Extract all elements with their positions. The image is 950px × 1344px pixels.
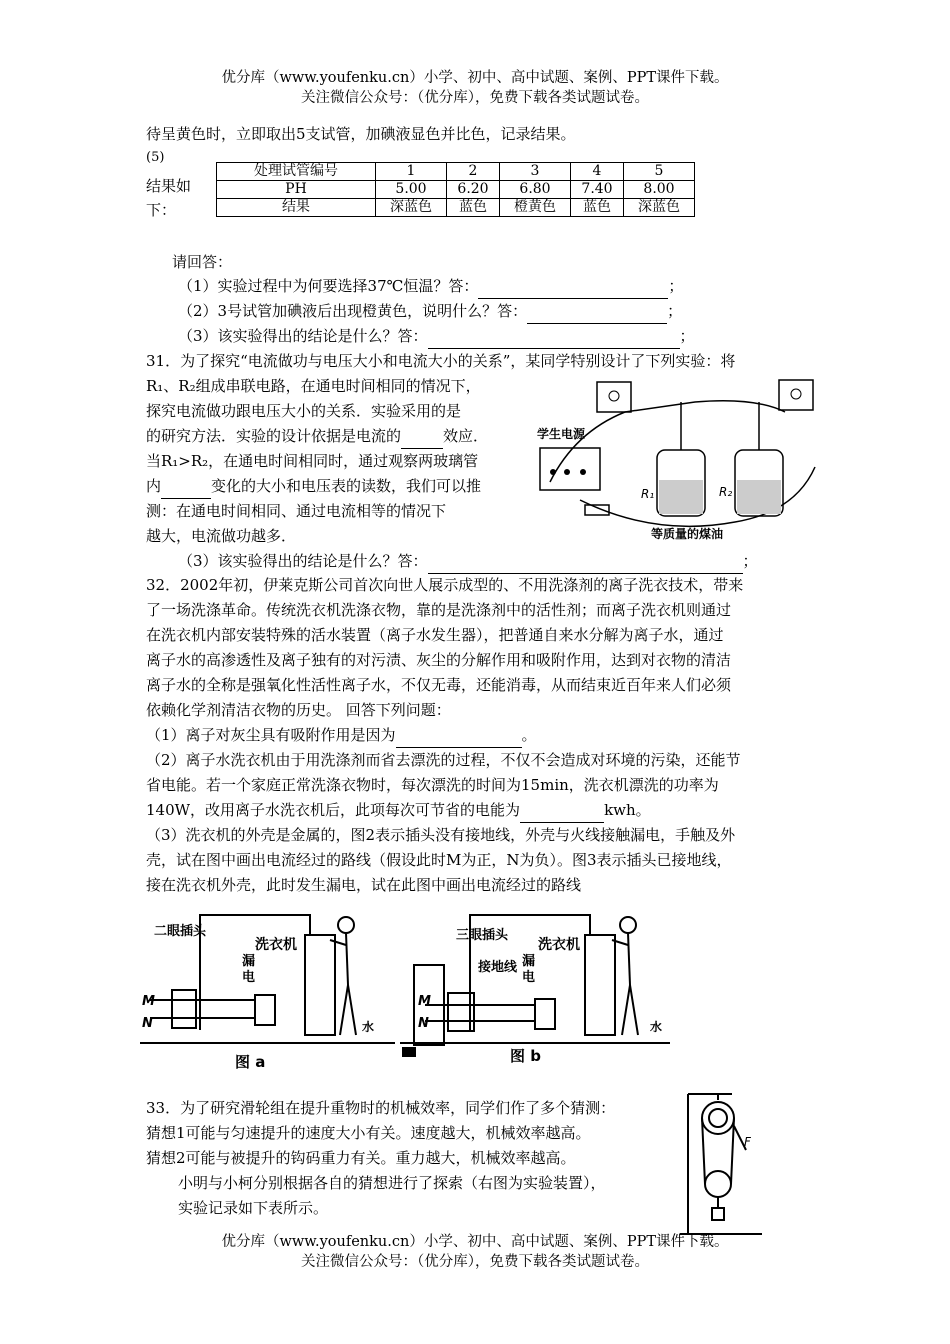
table-header-cell: 4 bbox=[571, 163, 624, 181]
table-header-cell: 处理试管编号 bbox=[217, 163, 376, 181]
table-cell: 结果 bbox=[217, 199, 376, 217]
label-water-b: 水 bbox=[650, 1020, 663, 1034]
table-header-cell: 1 bbox=[376, 163, 447, 181]
label-machine-a: 洗衣机 bbox=[255, 937, 297, 953]
table-cell: 6.20 bbox=[447, 181, 500, 199]
label-m-a: M bbox=[142, 994, 155, 1009]
figure-b bbox=[400, 905, 675, 1075]
q31-line-2: R₁、R₂组成串联电路，在通电时间相同的情况下， bbox=[146, 377, 481, 395]
answer-blank[interactable] bbox=[396, 723, 522, 748]
q32-sub-2b: 省电能。若一个家庭正常洗涤衣物时，每次漂洗的时间为15min，洗衣机漂洗的功率为 bbox=[146, 776, 719, 794]
label-n-a: N bbox=[142, 1016, 153, 1031]
label-plug-2: 二眼插头 bbox=[154, 924, 207, 939]
label-power-supply: 学生电源 bbox=[537, 427, 586, 441]
q33-line-4: 小明与小柯分别根据各自的猜想进行了探索（右图为实验装置）， bbox=[178, 1174, 606, 1192]
table-cell: 5.00 bbox=[376, 181, 447, 199]
q30-question-3: （3）该实验得出的结论是什么？答： ； bbox=[178, 324, 695, 349]
answer-blank[interactable] bbox=[428, 549, 743, 574]
table-cell: 蓝色 bbox=[447, 199, 500, 217]
q32-line-5: 离子水的全称是强氧化性活性离子水，不仅无毒，还能消毒，从而结束近百年来人们必须 bbox=[146, 676, 732, 694]
answer-blank[interactable] bbox=[527, 299, 667, 324]
caption-figure-a: 图 a bbox=[235, 1053, 266, 1071]
label-leak-b-2: 电 bbox=[522, 970, 536, 985]
q32-sub-3b: 壳，试在图中画出电流经过的路线（假设此时M为正，N为负）。图3表示插头已接地线， bbox=[146, 851, 732, 869]
table-cell: 深蓝色 bbox=[624, 199, 695, 217]
label-n-b: N bbox=[418, 1016, 429, 1031]
q31-line-6: 内 变化的大小和电压表的读数，我们可以推 bbox=[146, 474, 481, 499]
q32-line-2: 了一场洗涤革命。传统洗衣机洗涤衣物，靠的是洗涤剂中的活性剂；而离子洗衣机则通过 bbox=[146, 601, 732, 619]
q30-question-1: （1）实验过程中为何要选择37℃恒温？答： ； bbox=[178, 274, 683, 299]
table-cell: PH bbox=[217, 181, 376, 199]
answer-blank[interactable] bbox=[161, 474, 211, 499]
q32-line-6: 依赖化学剂清洁衣物的历史。 回答下列问题： bbox=[146, 701, 451, 719]
footer-line-1: 优分库（www.youfenku.cn）小学、初中、高中试题、案例、PPT课件下载。 bbox=[221, 1234, 729, 1250]
table-cell: 7.40 bbox=[571, 181, 624, 199]
table-header-cell: 2 bbox=[447, 163, 500, 181]
label-force: F bbox=[744, 1135, 751, 1149]
q32-sub-1: （1）离子对灰尘具有吸附作用是因为 。 bbox=[146, 723, 537, 748]
table-header-cell: 5 bbox=[624, 163, 695, 181]
pulley-figure bbox=[680, 1086, 770, 1246]
label-oil: 等质量的煤油 bbox=[651, 527, 724, 541]
q33-line-5: 实验记录如下表所示。 bbox=[178, 1199, 329, 1217]
q32-sub-3c: 接在洗衣机外壳，此时发生漏电，试在此图中画出电流经过的路线 bbox=[146, 876, 582, 894]
label-m-b: M bbox=[418, 994, 431, 1009]
q33-line-1: 33．为了研究滑轮组在提升重物时的机械效率，同学们作了多个猜测： bbox=[146, 1099, 616, 1117]
table-header-cell: 3 bbox=[500, 163, 571, 181]
label-leak-a-1: 漏 bbox=[242, 954, 256, 969]
label-leak-b-1: 漏 bbox=[522, 954, 536, 969]
q31-line-7: 测：在通电时间相同、通过电流相等的情况下 bbox=[146, 502, 447, 520]
header-line-2: 关注微信公众号：（优分库），免费下载各类试题试卷。 bbox=[301, 90, 649, 106]
table-cell: 8.00 bbox=[624, 181, 695, 199]
q32-sub-2a: （2）离子水洗衣机由于用洗涤剂而省去漂洗的过程，不仅不会造成对环境的污染，还能节 bbox=[146, 751, 741, 769]
table-row bbox=[217, 199, 695, 217]
caption-figure-b: 图 b bbox=[510, 1047, 541, 1065]
answer-blank[interactable] bbox=[401, 424, 443, 449]
q32-line-1: 32．2002年初，伊莱克斯公司首次向世人展示成型的、不用洗涤剂的离子洗衣技术，带来 bbox=[146, 576, 744, 594]
answer-blank[interactable] bbox=[478, 274, 668, 299]
label-leak-a-2: 电 bbox=[242, 970, 256, 985]
results-table bbox=[216, 162, 695, 217]
q33-line-3: 猜想2可能与被提升的钩码重力有关。重力越大，机械效率越高。 bbox=[146, 1149, 576, 1167]
answer-blank[interactable] bbox=[428, 324, 680, 349]
q30-prompt: 请回答： bbox=[172, 253, 233, 271]
label-plug-3: 三眼插头 bbox=[456, 928, 509, 943]
q32-line-3: 在洗衣机内部安装特殊的活水装置（离子水发生器），把普通自来水分解为离子水，通过 bbox=[146, 626, 724, 644]
table-row bbox=[217, 181, 695, 199]
table-cell: 深蓝色 bbox=[376, 199, 447, 217]
table-cell: 蓝色 bbox=[571, 199, 624, 217]
q32-sub-3a: （3）洗衣机的外壳是金属的，图2表示插头没有接地线，外壳与火线接触漏电，手触及外 bbox=[146, 826, 736, 844]
q30-intro: 待呈黄色时，立即取出5支试管，加碘液显色并比色，记录结果。 bbox=[146, 125, 576, 143]
q31-line-3: 探究电流做功跟电压大小的关系．实验采用的是 bbox=[146, 402, 462, 420]
q32-line-4: 离子水的高渗透性及离子独有的对污渍、灰尘的分解作用和吸附作用，达到对衣物的清洁 bbox=[146, 651, 732, 669]
q30-question-2: （2）3号试管加碘液后出现橙黄色，说明什么？答： ； bbox=[178, 299, 682, 324]
q31-question-3: （3）该实验得出的结论是什么？答： ； bbox=[178, 549, 758, 574]
q30-step-num: (5) bbox=[146, 150, 165, 165]
label-r1: R₁ bbox=[641, 487, 655, 501]
label-machine-b: 洗衣机 bbox=[538, 937, 580, 953]
circuit-figure bbox=[535, 372, 830, 542]
q31-line-1: 31．为了探究“电流做功与电压大小和电流大小的关系”，某同学特别设计了下列实验：将 bbox=[146, 352, 736, 370]
table-cell: 6.80 bbox=[500, 181, 571, 199]
label-ground-wire: 接地线 bbox=[478, 960, 518, 975]
label-water-a: 水 bbox=[362, 1020, 375, 1034]
q30-step-label-2: 下： bbox=[146, 201, 177, 219]
header-line-1: 优分库（www.youfenku.cn）小学、初中、高中试题、案例、PPT课件下载。 bbox=[221, 70, 729, 86]
q31-line-4: 的研究方法．实验的设计依据是电流的 效应． bbox=[146, 424, 488, 449]
label-r2: R₂ bbox=[719, 485, 733, 499]
q32-sub-2c: 140W，改用离子水洗衣机后，此项每次可节省的电能为 kwh。 bbox=[146, 798, 651, 823]
figure-a bbox=[140, 905, 400, 1075]
table-row bbox=[217, 163, 695, 181]
q33-line-2: 猜想1可能与匀速提升的速度大小有关。速度越大，机械效率越高。 bbox=[146, 1124, 591, 1142]
table-cell: 橙黄色 bbox=[500, 199, 571, 217]
q31-line-8: 越大，电流做功越多． bbox=[146, 527, 297, 545]
q31-line-5: 当R₁>R₂，在通电时间相同时，通过观察两玻璃管 bbox=[146, 452, 479, 470]
answer-blank[interactable] bbox=[520, 798, 604, 823]
q30-step-label-1: 结果如 bbox=[146, 177, 192, 195]
footer-line-2: 关注微信公众号：（优分库），免费下载各类试题试卷。 bbox=[301, 1254, 649, 1270]
